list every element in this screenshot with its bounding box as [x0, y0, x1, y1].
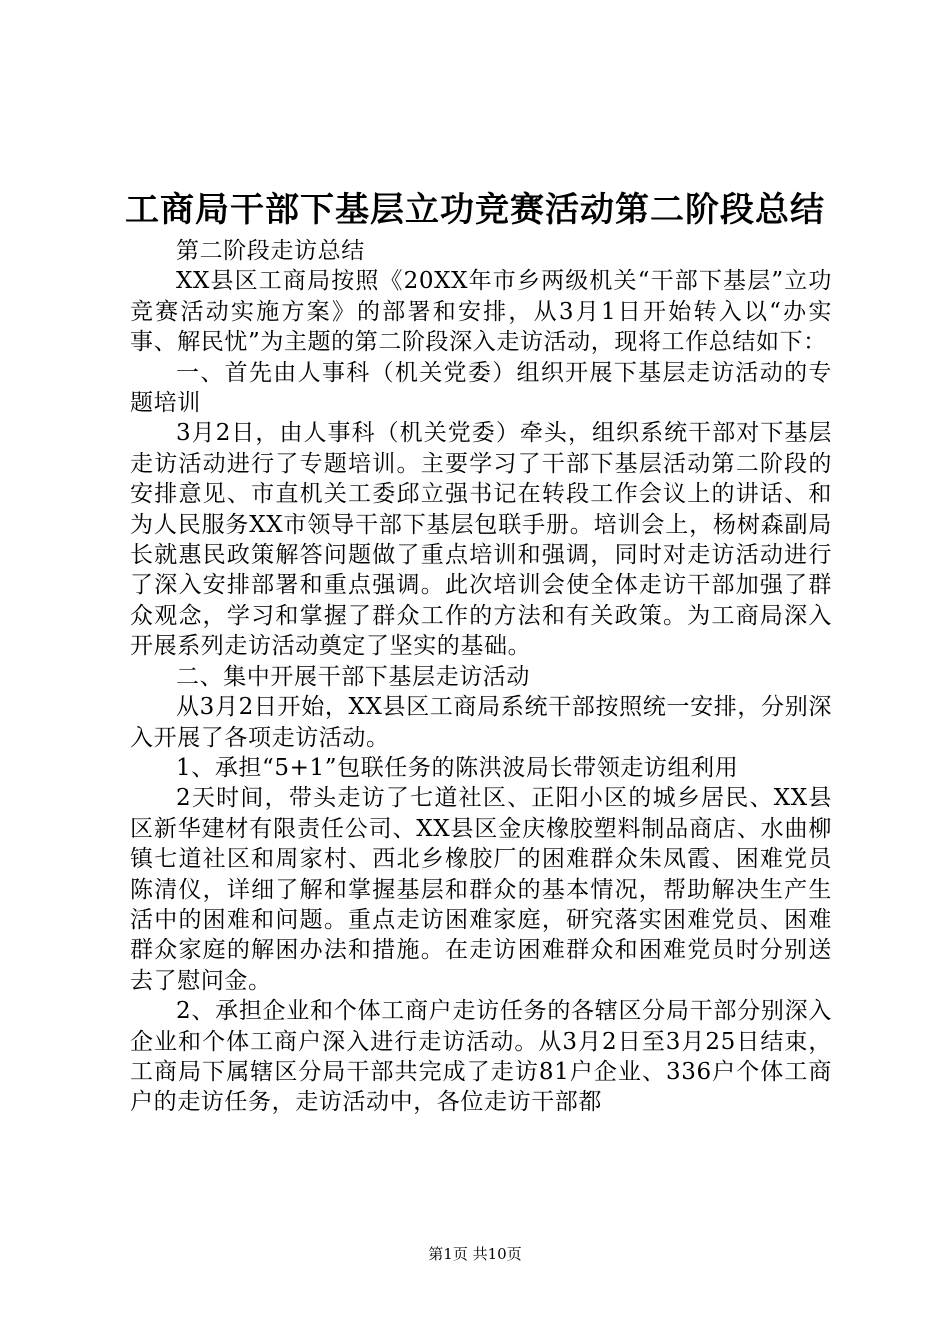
visits-intro-paragraph: 从3月2日开始，XX县区工商局系统干部按照统一安排，分别深入开展了各项走访活动。	[130, 694, 832, 751]
subtitle-paragraph: 第二阶段走访总结	[176, 238, 365, 264]
section-heading-2: 二、集中开展干部下基层走访活动	[176, 663, 530, 690]
document-title: 工商局干部下基层立功竞赛活动第二阶段总结	[125, 190, 825, 230]
intro-paragraph: XX县区工商局按照《20XX年市乡两级机关“干部下基层”立功竞赛活动实施方案》的部署和安排，从3月1日开始转入以“办实事、解民忧”为主题的第二阶段深入走访活动，现将工作总结如下：	[130, 268, 832, 356]
document-body	[130, 236, 832, 1118]
training-paragraph: 3月2日，由人事科（机关党委）牵头，组织系统干部对下基层走访活动进行了专题培训。主要学习了干部下基层活动第二阶段的安排意见、市直机关工委邱立强书记在转段工作会议上的讲话、和为人民服务XX市领导干部下基层包联手册。培训会上，杨树森副局长就惠民政策解答问题做了重点培训和强调，同时对走访活动进行了深入安排部署和重点强调。此次培训会使全体走访干部加强了群众观念，学习和掌握了群众工作的方法和有关政策。为工商局深入开展系列走访活动奠定了坚实的基础。	[130, 420, 832, 660]
page-number-footer: 第1页 共10页	[428, 1245, 522, 1263]
item-2-paragraph: 2、承担企业和个体工商户走访任务的各辖区分局干部分别深入企业和个体工商户深入进行走访活动。从3月2日至3月25日结束，工商局下属辖区分局干部共完成了走访81户企业、336户个体工商户的走访任务，走访活动中，各位走访干部都	[130, 998, 832, 1116]
item-1-heading: 1、承担“5+1”包联任务的陈洪波局长带领走访组利用	[176, 754, 739, 781]
section-heading-1: 一、首先由人事科（机关党委）组织开展下基层走访活动的专题培训	[130, 359, 832, 417]
item-1-paragraph: 2天时间，带头走访了七道社区、正阳小区的城乡居民、XX县区新华建材有限责任公司、XX县区金庆橡胶塑料制品商店、水曲柳镇七道社区和周家村、西北乡橡胶厂的困难群众朱凤霞、困难党员陈清仪，详细了解和掌握基层和群众的基本情况，帮助解决生产生活中的困难和问题。重点走访困难家庭，研究落实困难党员、困难群众家庭的解困办法和措施。在走访困难群众和困难党员时分别送去了慰问金。	[130, 785, 832, 994]
